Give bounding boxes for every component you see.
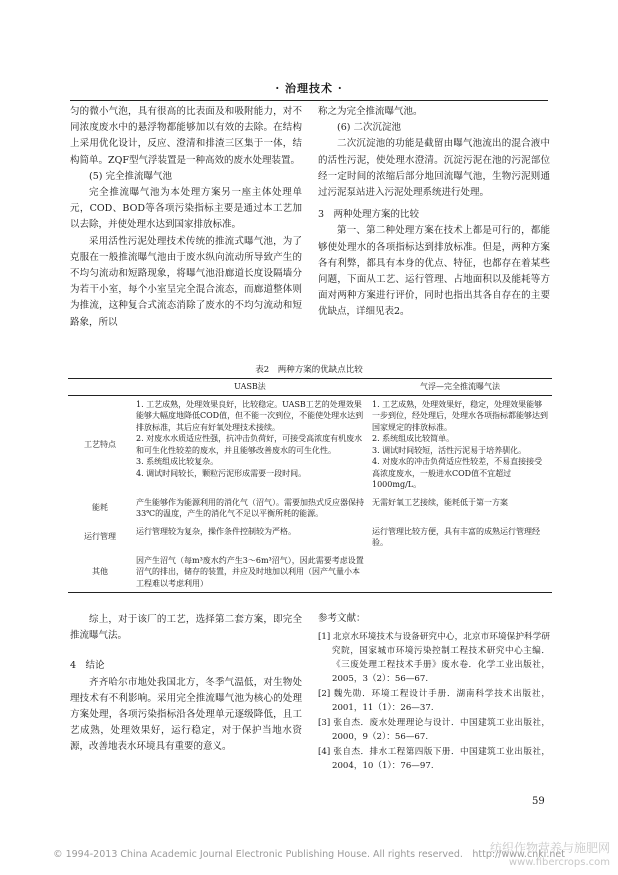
right-column [318, 104, 550, 321]
watermark-url: www.fibercrops.com [508, 857, 610, 868]
paragraph: 齐齐哈尔市地处我国北方，冬季气温低，对生物处理技术有不利影响。采用完全推流曝气池为核心的处理方案处理，各项污染指标沿各处理单元逐级降低，且工艺成熟，处理效果好，运行稳定，对于保护当地水资源，改善地表水环境具有重要的意义。 [70, 676, 302, 753]
cell-line: 无需好氧工艺接续，能耗低于第一方案 [372, 497, 508, 507]
cell-line: 产生能够作为能源利用的消化气（沼气）。需要加热式反应器保持33℃的温度，产生的消化气不足以平衡所耗的能源。 [136, 497, 364, 518]
table-header-uasb: UASB法 [132, 379, 368, 396]
paragraph: 采用活性污泥处理技术传统的推流式曝气池，为了克服在一般推流曝气池由于废水纵向流动所导致产生的不均匀流动和短路现象，将曝气池沿廊道长度设隔墙分为若干小室，每个小室呈完全混合流态，而廊道整体则为推流，这种复合式流态消除了废水的不均匀流动和短路象，所以 [70, 235, 302, 328]
flotation-cell [368, 552, 552, 593]
row-label: 工艺特点 [84, 439, 116, 449]
section-heading: 3 两种处理方案的比较 [318, 209, 420, 221]
cell-line: 1. 工艺成熟，处理效果好，稳定，处理效果能够一步到位，经处理后，处理水各项指标都能够达到国家规定的排放标准。 [372, 399, 548, 432]
running-header: · 治理技术 · [275, 82, 343, 95]
paragraph: 称之为完全推流曝气池。 [318, 106, 423, 117]
watermark: 纺织作物营养与施肥网 [489, 841, 610, 855]
subsection-heading: (6) 二次沉淀池 [337, 122, 401, 134]
subsection-heading: (5) 完全推流曝气池 [89, 170, 172, 182]
table-header-empty [68, 379, 132, 396]
comparison-table [68, 378, 552, 593]
cell-line: 4. 对废水的冲击负荷适应性较差，不易直接接受高浓度废水，一般进水COD值不宜超过1000mg/L。 [372, 457, 543, 489]
bottom-left-column [70, 612, 302, 756]
reference-item: [3] 张自杰．废水处理理论与设计．中国建筑工业出版社，2000，9（2）：56—67. [318, 718, 550, 742]
paragraph: 综上，对于该厂的工艺，选择第二套方案，即完全推流曝气法。 [70, 614, 302, 642]
copyright-footer: © 1994-2013 China Academic Journal Electronic Publishing House. All rights reserved. http://www.cnki.net [53, 849, 565, 860]
uasb-cell [132, 494, 368, 523]
cell-line: 2. 系统组成比较简单。 [372, 434, 455, 443]
flotation-cell [368, 494, 552, 523]
paragraph: 匀的微小气泡，具有很高的比表面及和吸附能力，对不同浓度废水中的悬浮物都能够加以有效的去除。在结构上采用优化设计，反应、澄清和排渣三区集于一体，结构简单。ZQF型气浮装置是一种高效的废水处理装置。 [70, 106, 302, 166]
table-row [68, 395, 552, 494]
uasb-cell [132, 552, 368, 593]
cell-line: 运行管理较为复杂，操作条件控制较为严格。 [136, 526, 296, 536]
cell-line: 3. 调试时间较短，活性污泥易于培养驯化。 [372, 445, 527, 455]
paragraph: 第一、第二种处理方案在技术上都是可行的，都能够使处理水的各项指标达到排放标准。但是，两种方案各有利弊，都具有本身的优点、特征，也都存在着某些问题，下面从工艺、运行管理、占地面积以及能耗等方面对两种方案进行评价，同时也指出其各自存在的主要优缺点，详细见表2。 [318, 225, 550, 318]
section-heading: 4 结论 [70, 660, 105, 672]
row-label: 其他 [68, 552, 132, 593]
flotation-cell [368, 395, 552, 494]
uasb-cell [132, 523, 368, 552]
cell-line: 2. 对废水水质适应性强，抗冲击负荷好，可接受高浓度有机废水和可生化性较差的废水，并且能够改善废水的可生化性。 [136, 434, 363, 455]
table-row [68, 523, 552, 552]
row-label: 能耗 [92, 503, 108, 513]
uasb-cell [132, 395, 368, 494]
row-label: 运行管理 [84, 532, 116, 542]
table-row [68, 494, 552, 523]
left-column [70, 104, 302, 331]
references-title: 参考文献： [318, 613, 366, 624]
cell-line: 因产生沼气（每m³废水约产生3～6m³沼气），因此需要考虑设置沼气的排出，储存的装置，并应及时地加以利用（因产气量小本工程难以考虑利用） [136, 555, 364, 588]
cell-line: 1. 工艺成熟，处理效果良好，比较稳定。UASB工艺的处理效果能够大幅度地降低COD值，但不能一次到位，不能使处理水达到排放标准，其后应有好氧处理技术接续。 [136, 399, 364, 432]
page-number: 59 [532, 796, 545, 807]
cell-line: 运行管理比较方便，具有丰富的成熟运行管理经验。 [372, 526, 540, 547]
paragraph: 完全推流曝气池为本处理方案另一座主体处理单元，COD、BOD等各项污染指标主要是通过本工艺加以去除，并使处理水达到国家排放标准。 [70, 187, 302, 231]
table-header-flotation: 气浮—完全推流曝气法 [368, 379, 552, 396]
flotation-cell [368, 523, 552, 552]
reference-item: [2] 魏先勋．环境工程设计手册．湖南科学技术出版社，2001，11（1）：26—37. [318, 689, 550, 713]
references [318, 612, 550, 774]
reference-item: [1] 北京水环境技术与设备研究中心，北京市环境保护科学研究院，国家城市环境污染控制工程技术研究中心主编．《三废处理工程技术手册》废水卷．化学工业出版社，2005，3（2）：56—67. [318, 632, 550, 684]
cell-line: 3. 系统组成比较复杂。 [136, 457, 219, 466]
header-rule [70, 100, 548, 101]
table-row [68, 552, 552, 593]
cell-line: 4. 调试时间较长，颗粒污泥形成需要一段时间。 [136, 468, 307, 478]
table-caption: 表2 两种方案的优缺点比较 [255, 365, 363, 375]
paragraph: 二次沉淀池的功能是截留由曝气池流出的混合液中的活性污泥，使处理水澄清。沉淀污泥在池的污泥部位经一定时间的浓缩后部分地回流曝气池，生物污泥则通过污泥泵站进入污泥处理系统进行处理。 [318, 138, 550, 199]
reference-item: [4] 张自杰．排水工程第四版下册．中国建筑工业出版社，2004，10（1）：76—97. [318, 747, 550, 771]
